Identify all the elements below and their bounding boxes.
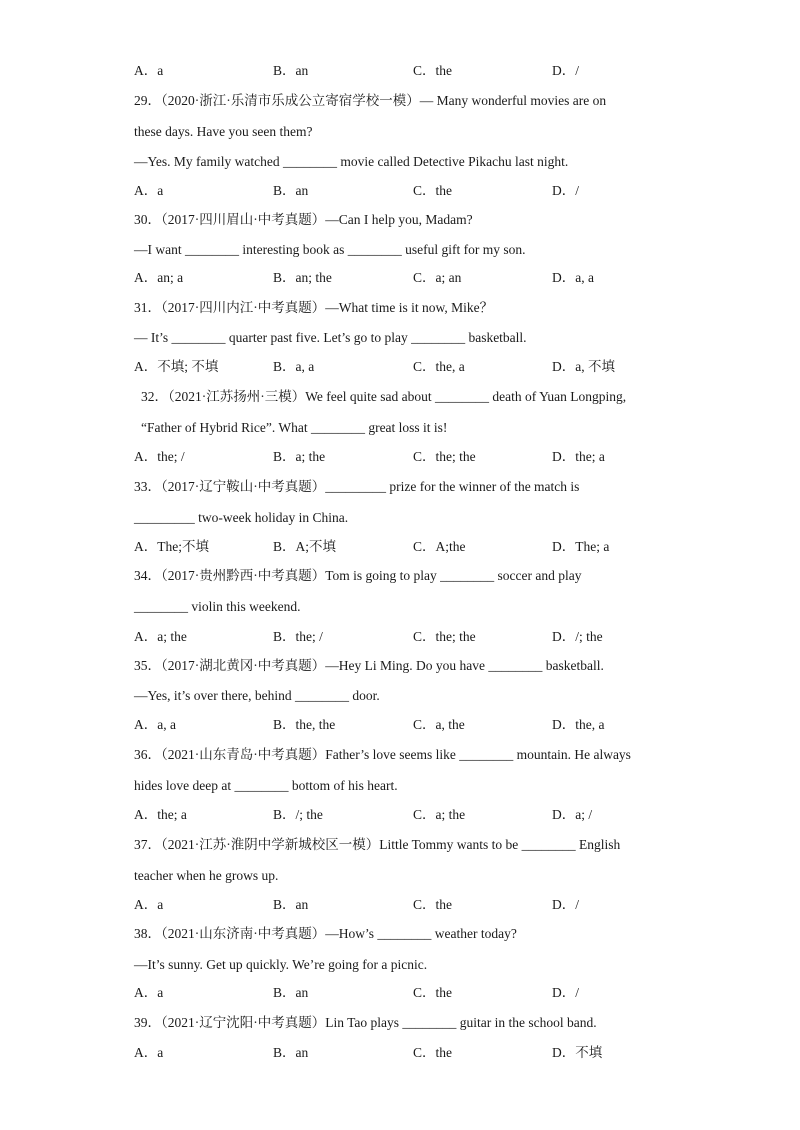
question-text-line: 38．（2021·山东济南·中考真题）—How’s ________ weather today? <box>134 926 517 941</box>
option-b: B．an <box>273 1045 309 1060</box>
question-text-line: —Yes, it’s over there, behind ________ door. <box>134 688 380 703</box>
answer-options-row <box>134 537 740 557</box>
option-b: B．an; the <box>273 270 332 285</box>
option-a: A．the; a <box>134 807 187 822</box>
option-d: D．不填 <box>552 1045 603 1060</box>
option-b: B．an <box>273 63 309 78</box>
question-text-line: 36．（2021·山东青岛·中考真题）Father’s love seems like ________ mountain. He always <box>134 747 631 762</box>
answer-options-row <box>134 268 740 288</box>
option-d: D．/; the <box>552 629 603 644</box>
option-c: C．the; the <box>413 629 476 644</box>
question-text-line: 39．（2021·辽宁沈阳·中考真题）Lin Tao plays ________ guitar in the school band. <box>134 1015 597 1030</box>
option-c: C．a, the <box>413 717 465 732</box>
question-text-line: —I want ________ interesting book as ________ useful gift for my son. <box>134 242 526 257</box>
option-d: D．a, 不填 <box>552 359 615 374</box>
question-text-line: “Father of Hybrid Rice”. What ________ great loss it is! <box>141 420 448 435</box>
option-a: A．不填; 不填 <box>134 359 219 374</box>
option-c: C．the <box>413 1045 452 1060</box>
option-c: C．the; the <box>413 449 476 464</box>
option-c: C．the <box>413 985 452 1000</box>
question-text-line: _________ two-week holiday in China. <box>134 510 349 525</box>
option-b: B．an <box>273 985 309 1000</box>
question-text-line: 34．（2017·贵州黔西·中考真题）Tom is going to play ________ soccer and play <box>134 568 582 583</box>
answer-options-row <box>134 895 740 915</box>
question-text-line: hides love deep at ________ bottom of his heart. <box>134 778 398 793</box>
question-text-line: 35．（2017·湖北黄冈·中考真题）—Hey Li Ming. Do you have ________ basketball. <box>134 658 604 673</box>
option-a: A．a <box>134 63 164 78</box>
option-d: D．the, a <box>552 717 605 732</box>
question-text-line: —It’s sunny. Get up quickly. We’re going for a picnic. <box>134 957 428 972</box>
option-c: C．a; an <box>413 270 462 285</box>
option-b: B．the, the <box>273 717 336 732</box>
question-text-line: 32．（2021·江苏扬州·三模）We feel quite sad about ________ death of Yuan Longping, <box>141 389 627 404</box>
option-a: A．the; / <box>134 449 185 464</box>
question-text-line: 30．（2017·四川眉山·中考真题）—Can I help you, Madam? <box>134 212 473 227</box>
option-b: B．the; / <box>273 629 323 644</box>
answer-options-row <box>134 805 740 825</box>
option-b: B．a; the <box>273 449 326 464</box>
option-c: C．a; the <box>413 807 466 822</box>
answer-options-row <box>134 447 740 467</box>
option-a: A．a <box>134 183 164 198</box>
question-text-line: these days. Have you seen them? <box>134 124 313 139</box>
option-d: D．/ <box>552 63 579 78</box>
option-d: D．the; a <box>552 449 605 464</box>
option-c: C．the <box>413 183 452 198</box>
question-text-line: 33．（2017·辽宁鞍山·中考真题）_________ prize for the winner of the match is <box>134 479 580 494</box>
option-d: D．The; a <box>552 539 610 554</box>
option-a: A．a <box>134 897 164 912</box>
option-b: B．/; the <box>273 807 323 822</box>
option-b: B．an <box>273 183 309 198</box>
answer-options-row <box>134 715 740 735</box>
option-d: D．/ <box>552 183 579 198</box>
answer-options-row <box>134 357 740 377</box>
answer-options-row <box>134 61 740 81</box>
option-a: A．a <box>134 1045 164 1060</box>
question-text-line: teacher when he grows up. <box>134 868 279 883</box>
option-b: B．an <box>273 897 309 912</box>
question-text-line: — It’s ________ quarter past five. Let’s go to play ________ basketball. <box>134 330 527 345</box>
option-b: B．a, a <box>273 359 315 374</box>
option-d: D．a; / <box>552 807 593 822</box>
option-a: A．a <box>134 985 164 1000</box>
answer-options-row <box>134 627 740 647</box>
option-c: C．the <box>413 63 452 78</box>
question-text-line: 31．（2017·四川内江·中考真题）—What time is it now, Mike？ <box>134 300 494 315</box>
option-c: C．the, a <box>413 359 465 374</box>
question-text-line: ________ violin this weekend. <box>134 599 301 614</box>
answer-options-row <box>134 983 740 1003</box>
option-a: A．a, a <box>134 717 176 732</box>
question-text-line: 29．（2020·浙江·乐清市乐成公立寄宿学校一模）— Many wonderful movies are on <box>134 93 607 108</box>
option-d: D．/ <box>552 897 579 912</box>
option-a: A．an; a <box>134 270 184 285</box>
question-text-line: —Yes. My family watched ________ movie called Detective Pikachu last night. <box>134 154 569 169</box>
option-c: C．the <box>413 897 452 912</box>
answer-options-row <box>134 1043 740 1063</box>
answer-options-row <box>134 181 740 201</box>
option-d: D．/ <box>552 985 579 1000</box>
option-a: A．a; the <box>134 629 187 644</box>
option-a: A．The;不填 <box>134 539 209 554</box>
option-b: B．A;不填 <box>273 539 337 554</box>
option-d: D．a, a <box>552 270 594 285</box>
option-c: C．A;the <box>413 539 466 554</box>
question-text-line: 37．（2021·江苏·淮阴中学新城校区一模）Little Tommy wants to be ________ English <box>134 837 621 852</box>
